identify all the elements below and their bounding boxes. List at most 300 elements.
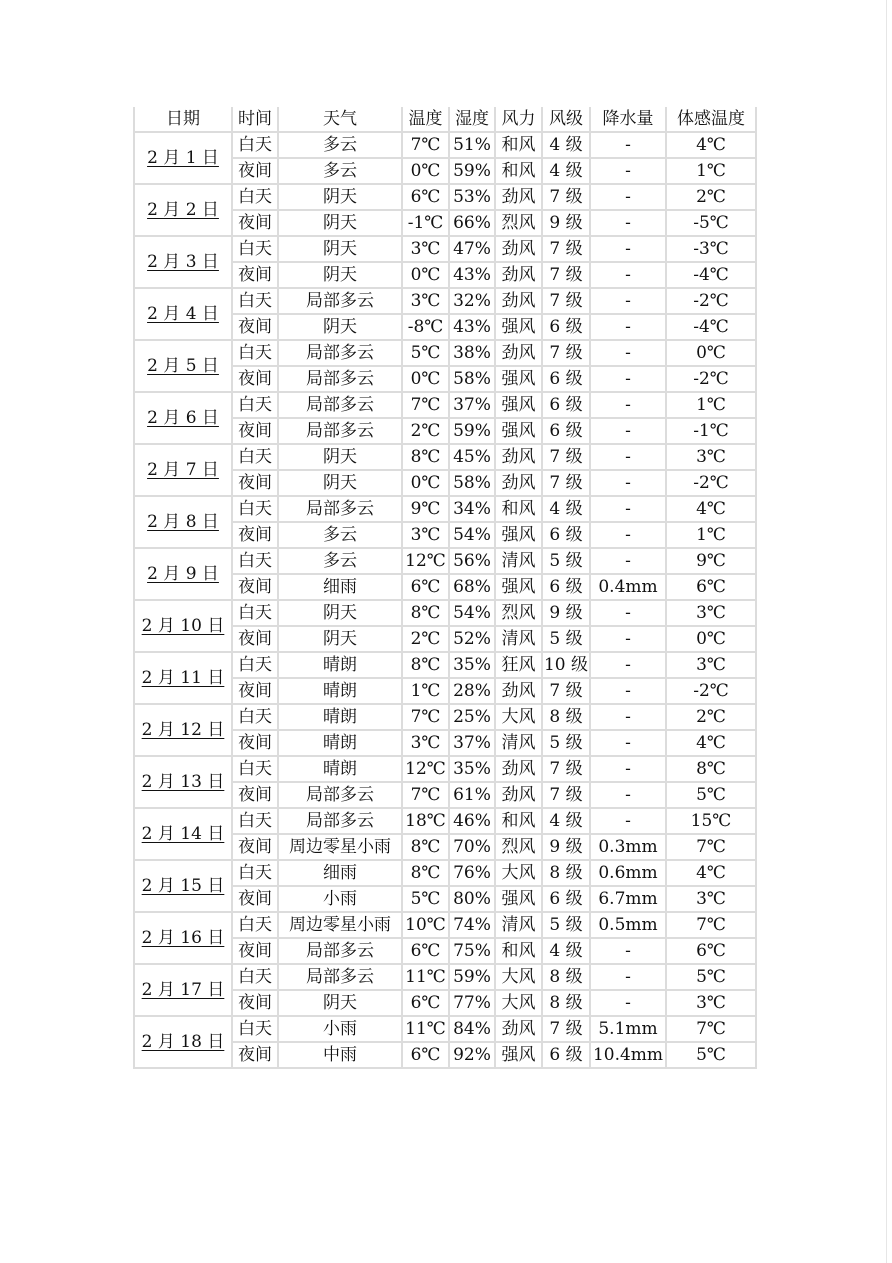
- temperature-cell: 7℃: [402, 392, 449, 418]
- humidity-cell: 74%: [449, 912, 495, 938]
- period-cell: 夜间: [232, 938, 278, 964]
- condition-cell: 阴天: [278, 184, 402, 210]
- precipitation-cell: 6.7mm: [590, 886, 666, 912]
- humidity-cell: 66%: [449, 210, 495, 236]
- table-row: [134, 184, 756, 210]
- condition-cell: 晴朗: [278, 678, 402, 704]
- feels-like-cell: 4℃: [666, 860, 756, 886]
- period-cell: 白天: [232, 912, 278, 938]
- condition-cell: 晴朗: [278, 652, 402, 678]
- humidity-cell: 45%: [449, 444, 495, 470]
- date-cell: 2 月 3 日: [134, 236, 232, 288]
- wind-force-cell: 劲风: [495, 184, 542, 210]
- header-condition: 天气: [278, 107, 402, 132]
- wind-level-cell: 8 级: [542, 704, 590, 730]
- wind-force-cell: 烈风: [495, 600, 542, 626]
- condition-cell: 局部多云: [278, 340, 402, 366]
- condition-cell: 局部多云: [278, 366, 402, 392]
- feels-like-cell: -5℃: [666, 210, 756, 236]
- header-feels-like: 体感温度: [666, 107, 756, 132]
- date-cell: 2 月 8 日: [134, 496, 232, 548]
- date-cell: 2 月 11 日: [134, 652, 232, 704]
- precipitation-cell: -: [590, 938, 666, 964]
- period-cell: 夜间: [232, 366, 278, 392]
- precipitation-cell: -: [590, 652, 666, 678]
- humidity-cell: 37%: [449, 730, 495, 756]
- precipitation-cell: -: [590, 132, 666, 158]
- temperature-cell: 3℃: [402, 236, 449, 262]
- condition-cell: 阴天: [278, 236, 402, 262]
- wind-level-cell: 9 级: [542, 600, 590, 626]
- period-cell: 夜间: [232, 574, 278, 600]
- precipitation-cell: 0.5mm: [590, 912, 666, 938]
- wind-force-cell: 劲风: [495, 1016, 542, 1042]
- period-cell: 夜间: [232, 886, 278, 912]
- period-cell: 白天: [232, 756, 278, 782]
- precipitation-cell: -: [590, 626, 666, 652]
- wind-level-cell: 8 级: [542, 860, 590, 886]
- feels-like-cell: 4℃: [666, 730, 756, 756]
- date-cell: 2 月 1 日: [134, 132, 232, 184]
- period-cell: 夜间: [232, 678, 278, 704]
- wind-level-cell: 7 级: [542, 262, 590, 288]
- period-cell: 白天: [232, 1016, 278, 1042]
- humidity-cell: 59%: [449, 964, 495, 990]
- temperature-cell: 10℃: [402, 912, 449, 938]
- page-edge-divider: [886, 0, 887, 1263]
- wind-level-cell: 5 级: [542, 912, 590, 938]
- humidity-cell: 52%: [449, 626, 495, 652]
- condition-cell: 多云: [278, 132, 402, 158]
- wind-force-cell: 大风: [495, 704, 542, 730]
- condition-cell: 局部多云: [278, 808, 402, 834]
- wind-level-cell: 6 级: [542, 366, 590, 392]
- table-row: [134, 496, 756, 522]
- date-cell: 2 月 13 日: [134, 756, 232, 808]
- feels-like-cell: -2℃: [666, 678, 756, 704]
- wind-force-cell: 劲风: [495, 444, 542, 470]
- table-header-row: [134, 107, 756, 132]
- temperature-cell: 7℃: [402, 132, 449, 158]
- period-cell: 白天: [232, 496, 278, 522]
- period-cell: 白天: [232, 340, 278, 366]
- weather-table-body: [134, 132, 756, 1068]
- table-row: [134, 392, 756, 418]
- period-cell: 夜间: [232, 782, 278, 808]
- precipitation-cell: -: [590, 262, 666, 288]
- date-cell: 2 月 15 日: [134, 860, 232, 912]
- wind-level-cell: 7 级: [542, 782, 590, 808]
- humidity-cell: 35%: [449, 652, 495, 678]
- wind-force-cell: 烈风: [495, 834, 542, 860]
- humidity-cell: 61%: [449, 782, 495, 808]
- humidity-cell: 28%: [449, 678, 495, 704]
- wind-force-cell: 和风: [495, 158, 542, 184]
- humidity-cell: 34%: [449, 496, 495, 522]
- feels-like-cell: 0℃: [666, 340, 756, 366]
- condition-cell: 晴朗: [278, 730, 402, 756]
- header-wind-level: 风级: [542, 107, 590, 132]
- period-cell: 夜间: [232, 314, 278, 340]
- date-cell: 2 月 12 日: [134, 704, 232, 756]
- precipitation-cell: 0.3mm: [590, 834, 666, 860]
- header-wind-force: 风力: [495, 107, 542, 132]
- feels-like-cell: 4℃: [666, 132, 756, 158]
- period-cell: 白天: [232, 444, 278, 470]
- table-row: [134, 860, 756, 886]
- wind-force-cell: 劲风: [495, 340, 542, 366]
- date-cell: 2 月 6 日: [134, 392, 232, 444]
- wind-level-cell: 6 级: [542, 314, 590, 340]
- humidity-cell: 43%: [449, 314, 495, 340]
- table-row: [134, 288, 756, 314]
- feels-like-cell: 4℃: [666, 496, 756, 522]
- feels-like-cell: 7℃: [666, 1016, 756, 1042]
- temperature-cell: 0℃: [402, 262, 449, 288]
- humidity-cell: 54%: [449, 600, 495, 626]
- temperature-cell: 3℃: [402, 522, 449, 548]
- feels-like-cell: -1℃: [666, 418, 756, 444]
- period-cell: 夜间: [232, 418, 278, 444]
- feels-like-cell: 0℃: [666, 626, 756, 652]
- condition-cell: 细雨: [278, 860, 402, 886]
- condition-cell: 局部多云: [278, 496, 402, 522]
- wind-force-cell: 劲风: [495, 756, 542, 782]
- condition-cell: 局部多云: [278, 418, 402, 444]
- precipitation-cell: 5.1mm: [590, 1016, 666, 1042]
- feels-like-cell: 2℃: [666, 704, 756, 730]
- feels-like-cell: 3℃: [666, 990, 756, 1016]
- wind-level-cell: 7 级: [542, 1016, 590, 1042]
- date-cell: 2 月 17 日: [134, 964, 232, 1016]
- precipitation-cell: -: [590, 756, 666, 782]
- wind-force-cell: 强风: [495, 314, 542, 340]
- feels-like-cell: 15℃: [666, 808, 756, 834]
- table-row: [134, 132, 756, 158]
- wind-force-cell: 强风: [495, 366, 542, 392]
- table-row: [134, 1016, 756, 1042]
- condition-cell: 晴朗: [278, 704, 402, 730]
- date-cell: 2 月 4 日: [134, 288, 232, 340]
- feels-like-cell: 6℃: [666, 574, 756, 600]
- precipitation-cell: -: [590, 678, 666, 704]
- humidity-cell: 84%: [449, 1016, 495, 1042]
- feels-like-cell: 1℃: [666, 392, 756, 418]
- precipitation-cell: -: [590, 158, 666, 184]
- wind-level-cell: 4 级: [542, 808, 590, 834]
- temperature-cell: 5℃: [402, 340, 449, 366]
- wind-level-cell: 4 级: [542, 158, 590, 184]
- humidity-cell: 92%: [449, 1042, 495, 1068]
- temperature-cell: 6℃: [402, 574, 449, 600]
- table-row: [134, 600, 756, 626]
- wind-force-cell: 烈风: [495, 210, 542, 236]
- condition-cell: 多云: [278, 158, 402, 184]
- precipitation-cell: -: [590, 392, 666, 418]
- wind-force-cell: 强风: [495, 522, 542, 548]
- condition-cell: 局部多云: [278, 938, 402, 964]
- wind-level-cell: 10 级: [542, 652, 590, 678]
- humidity-cell: 51%: [449, 132, 495, 158]
- wind-force-cell: 和风: [495, 496, 542, 522]
- temperature-cell: 1℃: [402, 678, 449, 704]
- temperature-cell: 3℃: [402, 288, 449, 314]
- humidity-cell: 77%: [449, 990, 495, 1016]
- humidity-cell: 47%: [449, 236, 495, 262]
- precipitation-cell: -: [590, 340, 666, 366]
- temperature-cell: 6℃: [402, 990, 449, 1016]
- period-cell: 白天: [232, 288, 278, 314]
- table-row: [134, 236, 756, 262]
- condition-cell: 细雨: [278, 574, 402, 600]
- feels-like-cell: 5℃: [666, 964, 756, 990]
- condition-cell: 局部多云: [278, 288, 402, 314]
- wind-level-cell: 6 级: [542, 1042, 590, 1068]
- wind-level-cell: 7 级: [542, 184, 590, 210]
- temperature-cell: 8℃: [402, 600, 449, 626]
- wind-level-cell: 6 级: [542, 574, 590, 600]
- table-row: [134, 756, 756, 782]
- temperature-cell: 3℃: [402, 730, 449, 756]
- wind-force-cell: 大风: [495, 964, 542, 990]
- temperature-cell: 7℃: [402, 704, 449, 730]
- wind-force-cell: 强风: [495, 392, 542, 418]
- wind-force-cell: 清风: [495, 912, 542, 938]
- condition-cell: 多云: [278, 522, 402, 548]
- humidity-cell: 43%: [449, 262, 495, 288]
- feels-like-cell: 3℃: [666, 444, 756, 470]
- wind-force-cell: 狂风: [495, 652, 542, 678]
- temperature-cell: 8℃: [402, 652, 449, 678]
- wind-level-cell: 4 级: [542, 132, 590, 158]
- period-cell: 白天: [232, 808, 278, 834]
- precipitation-cell: 0.6mm: [590, 860, 666, 886]
- wind-level-cell: 8 级: [542, 990, 590, 1016]
- wind-level-cell: 4 级: [542, 496, 590, 522]
- feels-like-cell: -2℃: [666, 288, 756, 314]
- precipitation-cell: -: [590, 444, 666, 470]
- precipitation-cell: -: [590, 236, 666, 262]
- date-cell: 2 月 2 日: [134, 184, 232, 236]
- table-row: [134, 912, 756, 938]
- date-cell: 2 月 9 日: [134, 548, 232, 600]
- condition-cell: 局部多云: [278, 964, 402, 990]
- period-cell: 夜间: [232, 1042, 278, 1068]
- precipitation-cell: -: [590, 470, 666, 496]
- wind-level-cell: 4 级: [542, 938, 590, 964]
- humidity-cell: 58%: [449, 470, 495, 496]
- feels-like-cell: 6℃: [666, 938, 756, 964]
- humidity-cell: 32%: [449, 288, 495, 314]
- weather-table: [133, 107, 757, 1069]
- period-cell: 白天: [232, 704, 278, 730]
- feels-like-cell: 3℃: [666, 886, 756, 912]
- wind-force-cell: 强风: [495, 574, 542, 600]
- condition-cell: 阴天: [278, 210, 402, 236]
- date-cell: 2 月 14 日: [134, 808, 232, 860]
- wind-level-cell: 7 级: [542, 756, 590, 782]
- header-period: 时间: [232, 107, 278, 132]
- wind-level-cell: 6 级: [542, 522, 590, 548]
- precipitation-cell: -: [590, 600, 666, 626]
- wind-level-cell: 9 级: [542, 834, 590, 860]
- table-row: [134, 704, 756, 730]
- header-date: 日期: [134, 107, 232, 132]
- wind-level-cell: 7 级: [542, 678, 590, 704]
- date-cell: 2 月 16 日: [134, 912, 232, 964]
- temperature-cell: 0℃: [402, 158, 449, 184]
- temperature-cell: 6℃: [402, 938, 449, 964]
- date-cell: 2 月 10 日: [134, 600, 232, 652]
- temperature-cell: 7℃: [402, 782, 449, 808]
- wind-level-cell: 7 级: [542, 470, 590, 496]
- feels-like-cell: 1℃: [666, 522, 756, 548]
- table-row: [134, 444, 756, 470]
- condition-cell: 阴天: [278, 262, 402, 288]
- wind-level-cell: 7 级: [542, 340, 590, 366]
- wind-force-cell: 劲风: [495, 262, 542, 288]
- humidity-cell: 56%: [449, 548, 495, 574]
- wind-level-cell: 5 级: [542, 730, 590, 756]
- precipitation-cell: -: [590, 210, 666, 236]
- period-cell: 白天: [232, 600, 278, 626]
- precipitation-cell: 0.4mm: [590, 574, 666, 600]
- condition-cell: 局部多云: [278, 392, 402, 418]
- period-cell: 夜间: [232, 262, 278, 288]
- condition-cell: 局部多云: [278, 782, 402, 808]
- table-row: [134, 652, 756, 678]
- feels-like-cell: -3℃: [666, 236, 756, 262]
- feels-like-cell: 5℃: [666, 1042, 756, 1068]
- wind-force-cell: 大风: [495, 860, 542, 886]
- temperature-cell: 5℃: [402, 886, 449, 912]
- humidity-cell: 35%: [449, 756, 495, 782]
- humidity-cell: 38%: [449, 340, 495, 366]
- precipitation-cell: -: [590, 418, 666, 444]
- period-cell: 白天: [232, 132, 278, 158]
- table-row: [134, 340, 756, 366]
- precipitation-cell: -: [590, 522, 666, 548]
- wind-force-cell: 清风: [495, 548, 542, 574]
- condition-cell: 阴天: [278, 314, 402, 340]
- condition-cell: 晴朗: [278, 756, 402, 782]
- wind-level-cell: 6 级: [542, 392, 590, 418]
- wind-level-cell: 8 级: [542, 964, 590, 990]
- temperature-cell: 0℃: [402, 470, 449, 496]
- date-cell: 2 月 18 日: [134, 1016, 232, 1068]
- temperature-cell: 0℃: [402, 366, 449, 392]
- humidity-cell: 70%: [449, 834, 495, 860]
- wind-force-cell: 大风: [495, 990, 542, 1016]
- precipitation-cell: -: [590, 990, 666, 1016]
- header-humidity: 湿度: [449, 107, 495, 132]
- period-cell: 夜间: [232, 210, 278, 236]
- temperature-cell: 2℃: [402, 418, 449, 444]
- humidity-cell: 68%: [449, 574, 495, 600]
- feels-like-cell: 3℃: [666, 600, 756, 626]
- period-cell: 夜间: [232, 522, 278, 548]
- header-precipitation: 降水量: [590, 107, 666, 132]
- period-cell: 夜间: [232, 626, 278, 652]
- precipitation-cell: -: [590, 782, 666, 808]
- table-row: [134, 808, 756, 834]
- feels-like-cell: -2℃: [666, 366, 756, 392]
- wind-force-cell: 和风: [495, 132, 542, 158]
- precipitation-cell: 10.4mm: [590, 1042, 666, 1068]
- wind-force-cell: 劲风: [495, 678, 542, 704]
- humidity-cell: 80%: [449, 886, 495, 912]
- temperature-cell: 9℃: [402, 496, 449, 522]
- period-cell: 白天: [232, 392, 278, 418]
- condition-cell: 周边零星小雨: [278, 912, 402, 938]
- condition-cell: 周边零星小雨: [278, 834, 402, 860]
- wind-force-cell: 和风: [495, 808, 542, 834]
- temperature-cell: 12℃: [402, 548, 449, 574]
- precipitation-cell: -: [590, 366, 666, 392]
- humidity-cell: 76%: [449, 860, 495, 886]
- date-cell: 2 月 7 日: [134, 444, 232, 496]
- humidity-cell: 59%: [449, 418, 495, 444]
- humidity-cell: 54%: [449, 522, 495, 548]
- humidity-cell: 75%: [449, 938, 495, 964]
- date-cell: 2 月 5 日: [134, 340, 232, 392]
- condition-cell: 小雨: [278, 886, 402, 912]
- temperature-cell: -1℃: [402, 210, 449, 236]
- humidity-cell: 46%: [449, 808, 495, 834]
- wind-force-cell: 强风: [495, 418, 542, 444]
- precipitation-cell: -: [590, 184, 666, 210]
- temperature-cell: 8℃: [402, 834, 449, 860]
- wind-level-cell: 5 级: [542, 626, 590, 652]
- header-temperature: 温度: [402, 107, 449, 132]
- feels-like-cell: 5℃: [666, 782, 756, 808]
- humidity-cell: 59%: [449, 158, 495, 184]
- precipitation-cell: -: [590, 314, 666, 340]
- condition-cell: 阴天: [278, 600, 402, 626]
- wind-level-cell: 5 级: [542, 548, 590, 574]
- wind-force-cell: 清风: [495, 730, 542, 756]
- feels-like-cell: 2℃: [666, 184, 756, 210]
- precipitation-cell: -: [590, 548, 666, 574]
- wind-level-cell: 6 级: [542, 886, 590, 912]
- precipitation-cell: -: [590, 704, 666, 730]
- temperature-cell: 18℃: [402, 808, 449, 834]
- feels-like-cell: 3℃: [666, 652, 756, 678]
- table-row: [134, 548, 756, 574]
- humidity-cell: 58%: [449, 366, 495, 392]
- period-cell: 夜间: [232, 158, 278, 184]
- wind-force-cell: 清风: [495, 626, 542, 652]
- precipitation-cell: -: [590, 964, 666, 990]
- wind-force-cell: 劲风: [495, 470, 542, 496]
- humidity-cell: 37%: [449, 392, 495, 418]
- period-cell: 白天: [232, 860, 278, 886]
- precipitation-cell: -: [590, 730, 666, 756]
- period-cell: 白天: [232, 236, 278, 262]
- feels-like-cell: 7℃: [666, 912, 756, 938]
- feels-like-cell: 8℃: [666, 756, 756, 782]
- wind-force-cell: 强风: [495, 886, 542, 912]
- wind-level-cell: 6 级: [542, 418, 590, 444]
- temperature-cell: -8℃: [402, 314, 449, 340]
- wind-level-cell: 7 级: [542, 236, 590, 262]
- period-cell: 夜间: [232, 834, 278, 860]
- wind-level-cell: 7 级: [542, 444, 590, 470]
- wind-force-cell: 和风: [495, 938, 542, 964]
- wind-level-cell: 7 级: [542, 288, 590, 314]
- feels-like-cell: 7℃: [666, 834, 756, 860]
- temperature-cell: 2℃: [402, 626, 449, 652]
